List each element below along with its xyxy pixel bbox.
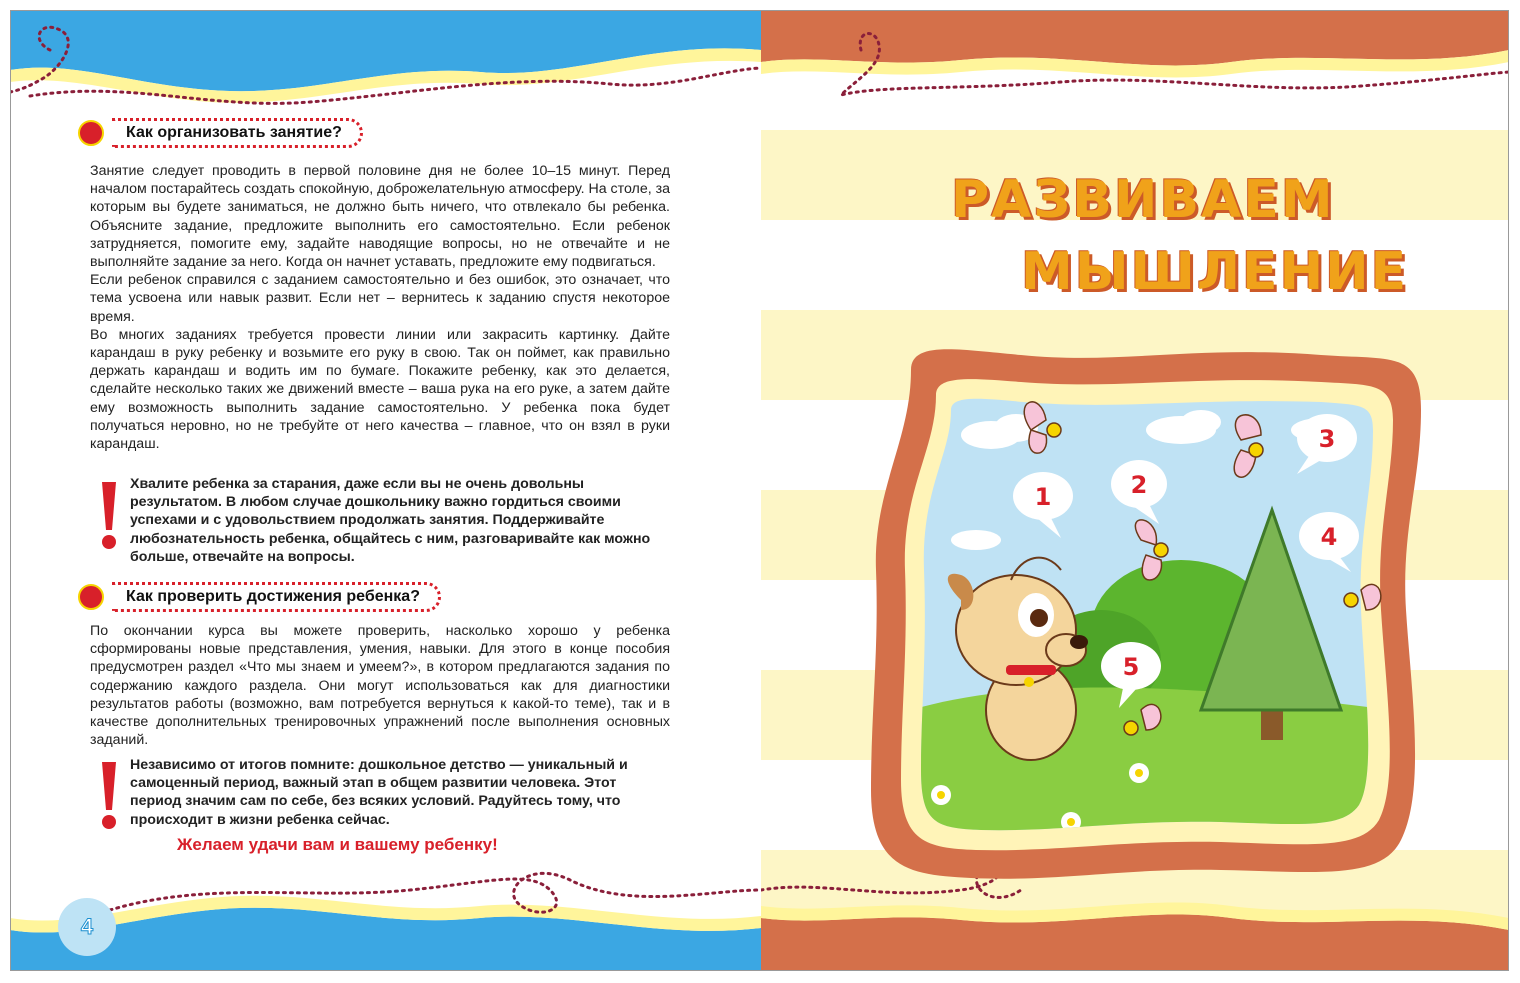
left-page [10, 10, 761, 971]
section-heading-organize [78, 118, 363, 148]
paragraph: Во многих заданиях требуется провести линии или закрасить картинку. Дайте карандаш в руку ребенку и возьмите его руку в свою. Так он поймет, как правильно держать карандаш и водить им по бумаге. Покажите ребенку, как это делается, сделайте несколько таких же движений вместе – ваша рука на его руке, а затем дайте ему возможность выполнить задание самостоятельно. У ребенка пока будет получаться неровно, но не требуйте от него качества – главное, что он взял в руки карандаш. [90, 326, 670, 453]
bubble-number: 4 [1320, 523, 1338, 551]
page-number: 4 [58, 898, 116, 956]
bullet-dot-icon [78, 120, 104, 146]
title-line2: МЫШЛЕНИЕ [1021, 242, 1409, 302]
section-title: Как проверить достижения ребенка? [112, 582, 441, 612]
bubble-number: 1 [1034, 483, 1052, 511]
exclamation-icon [98, 480, 120, 550]
section1-body [90, 162, 670, 453]
section2-body: По окончании курса вы можете проверить, насколько хорошо у ребенка сформированы новые представления, умения, навыки. Для этого в конце пособия предусмотрен раздел «Что мы знаем и умеем?», в котором предлагаются задания по содержанию каждого раздела. Они могут использоваться как для диагностики результатов работы (возможно, вам потребуется вернуться к какой-то теме), так и в качестве дополнительных тренировочных упражнений после выполнения основных заданий. [90, 623, 670, 749]
title-line1: РАЗВИВАЕМ [951, 170, 1335, 230]
bullet-dot-icon [78, 584, 104, 610]
bubble-number: 3 [1318, 425, 1336, 453]
exclamation-icon [98, 760, 120, 830]
paragraph: Если ребенок справился с заданием самостоятельно и без ошибок, это означает, что тема усвоена или навык развит. Если нет – вернитесь к заданию спустя некоторое время. [90, 272, 670, 325]
paragraph: Занятие следует проводить в первой половине дня не более 10–15 минут. Перед началом постарайтесь создать спокойную, доброжелательную атмосферу. На столе, за которым вы будете заниматься, не должно быть ничего, что отвлекало бы ребенка. Объясните задание, предложите выполнить его самостоятельно. Если ребенок затрудняется, помогите ему, задайте наводящие вопросы, но не отвечайте и не выполняйте задание за него. Когда он начнет уставать, предложите ему подвигаться. [90, 163, 670, 271]
right-page-decor [761, 10, 1509, 971]
right-page [761, 10, 1509, 971]
section-heading-check [78, 582, 441, 612]
note-praise: Хвалите ребенка за старания, даже если вы не очень довольны результатом. В любом случае дошкольнику важно гордиться своими успехами и с удовольствием продолжать занятия. Поддерживайте любознательность ребенка, общайтесь с ним, разговаривайте как можно больше, отвечайте на вопросы. [130, 476, 651, 565]
note-remember: Независимо от итогов помните: дошкольное детство — уникальный и самоценный период, важный этап в общем развитии человека. Этот период значим сам по себе, без всяких условий. Радуйтесь тому, что происходит в жизни ребенка сейчас. [130, 757, 628, 828]
closing-wish: Желаем удачи вам и вашему ребенку! [177, 835, 498, 854]
bubble-number: 5 [1122, 653, 1140, 681]
section-title: Как организовать занятие? [112, 118, 363, 148]
bubble-number: 2 [1130, 471, 1148, 499]
